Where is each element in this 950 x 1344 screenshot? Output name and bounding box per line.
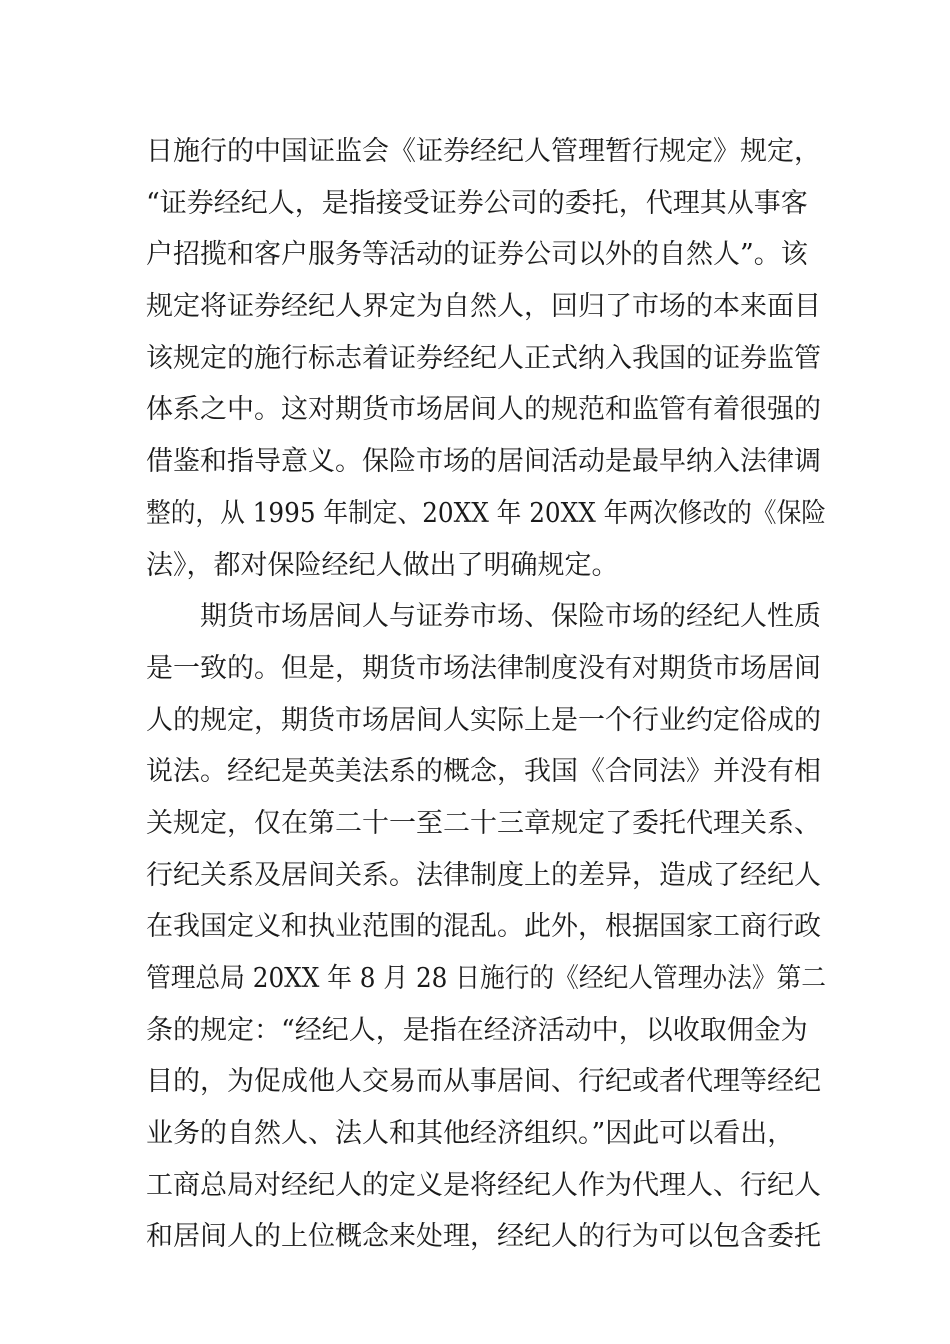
- text-line: “证券经纪人，是指接受证券公司的委托，代理其从事客: [146, 187, 808, 219]
- text-line: 是一致的。但是，期货市场法律制度没有对期货市场居间: [146, 652, 821, 684]
- text-line: 规定将证券经纪人界定为自然人，回归了市场的本来面目: [146, 291, 821, 323]
- text-line: 人的规定，期货市场居间人实际上是一个行业约定俗成的: [146, 704, 821, 736]
- text-line: 户招揽和客户服务等活动的证券公司以外的自然人”。该: [146, 239, 808, 271]
- text-line: 条的规定：“经纪人，是指在经济活动中，以收取佣金为: [146, 1014, 808, 1046]
- text-line: 借鉴和指导意义。保险市场的居间活动是最早纳入法律调: [146, 446, 821, 478]
- text-line: 行纪关系及居间关系。法律制度上的差异，造成了经纪人: [146, 859, 821, 891]
- body-text: [146, 126, 826, 1263]
- text-line: 管理总局 20XX 年 8 月 28 日施行的《经纪人管理办法》第二: [146, 963, 826, 994]
- text-line: 工商总局对经纪人的定义是将经纪人作为代理人、行纪人: [146, 1169, 821, 1201]
- text-line: 在我国定义和执业范围的混乱。此外，根据国家工商行政: [146, 911, 821, 943]
- paragraph-first-line: 期货市场居间人与证券市场、保险市场的经纪人性质: [200, 601, 821, 633]
- text-line: 该规定的施行标志着证券经纪人正式纳入我国的证券监管: [146, 342, 821, 374]
- text-line: 日施行的中国证监会《证券经纪人管理暂行规定》规定，: [146, 136, 821, 167]
- text-line: 整的，从 1995 年制定、20XX 年 20XX 年两次修改的《保险: [146, 497, 826, 529]
- text-line: 说法。经纪是英美法系的概念，我国《合同法》并没有相: [146, 756, 821, 788]
- text-line: 和居间人的上位概念来处理，经纪人的行为可以包含委托: [146, 1221, 821, 1253]
- text-line: 法》，都对保险经纪人做出了明确规定。: [146, 549, 619, 581]
- text-line: 体系之中。这对期货市场居间人的规范和监管有着很强的: [146, 394, 821, 426]
- text-line: 关规定，仅在第二十一至二十三章规定了委托代理关系、: [146, 807, 821, 839]
- text-line: 目的，为促成他人交易而从事居间、行纪或者代理等经纪: [146, 1066, 821, 1098]
- text-line: 业务的自然人、法人和其他经济组织。”因此可以看出，: [146, 1118, 795, 1150]
